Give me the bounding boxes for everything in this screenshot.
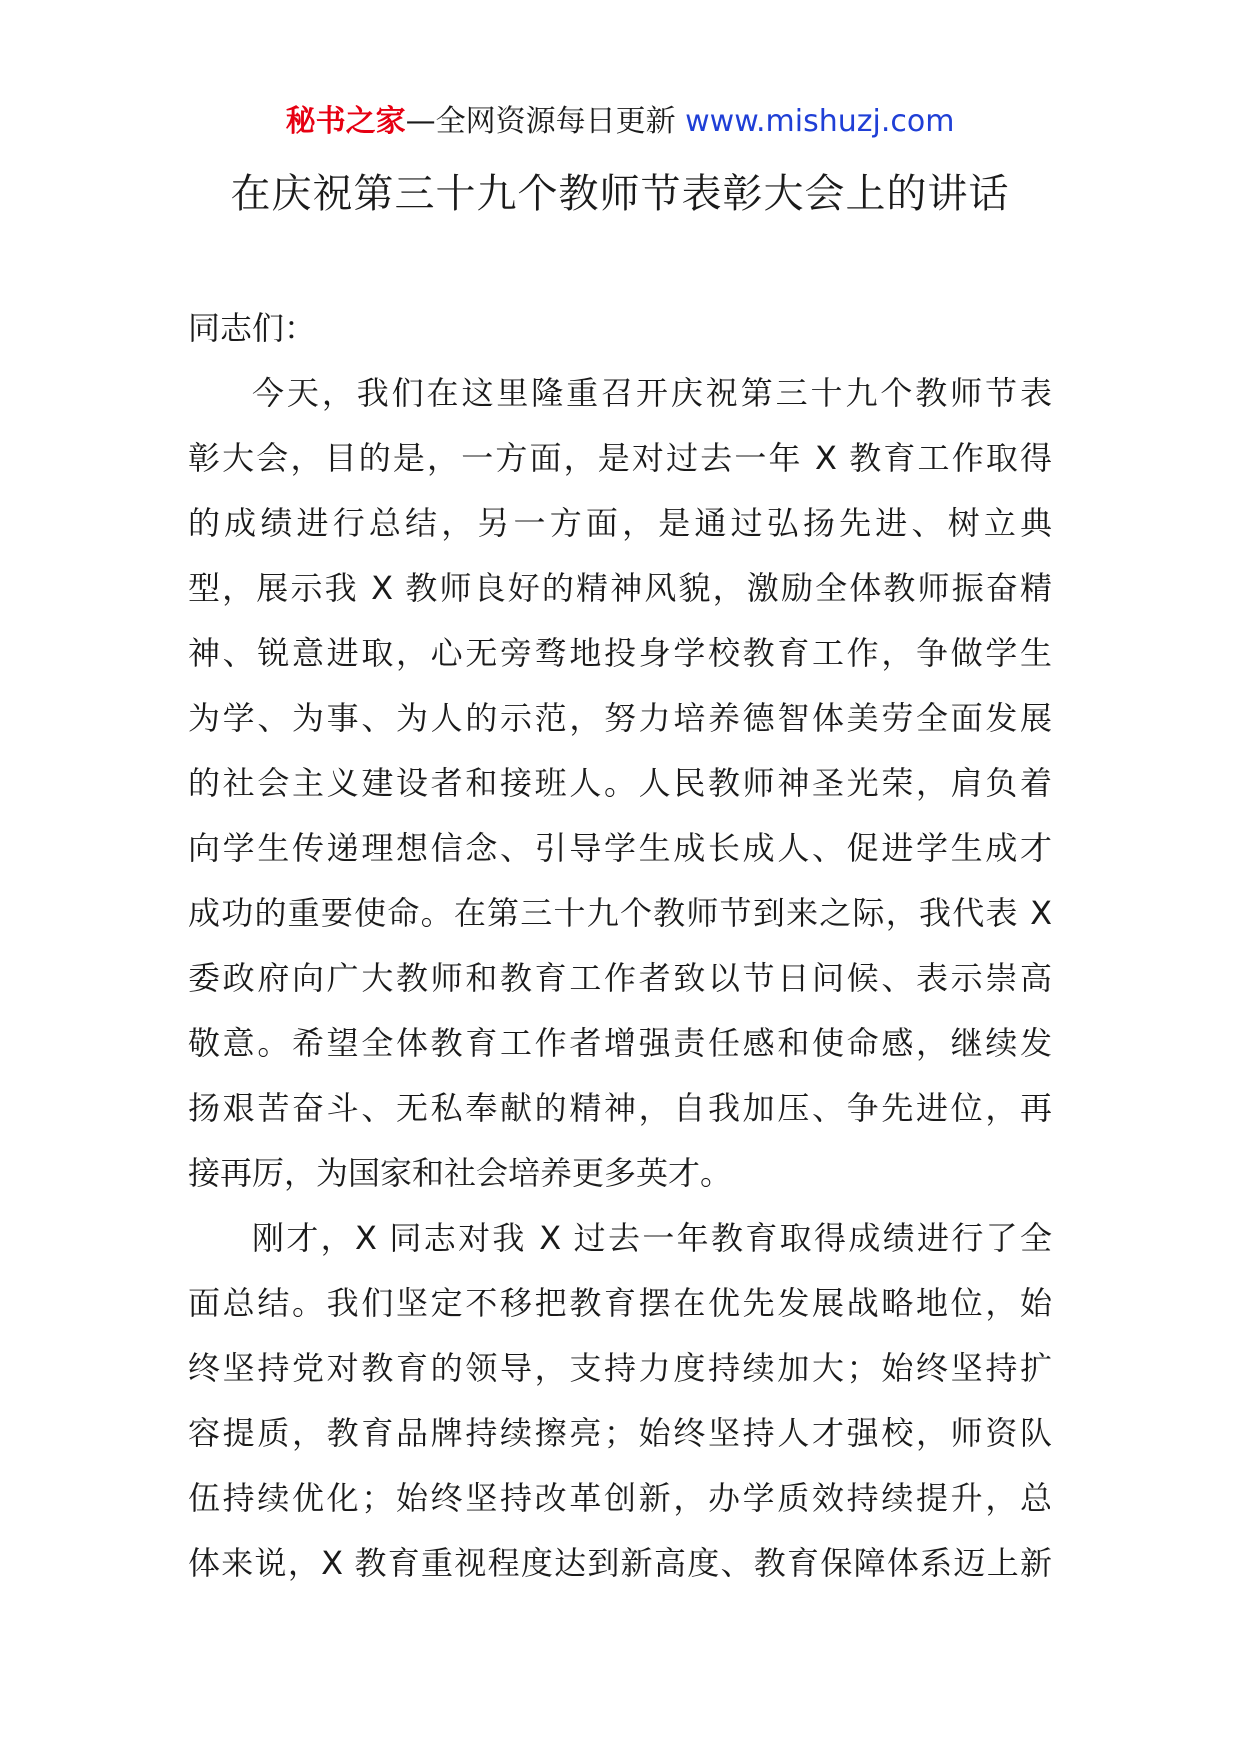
text-line: 刚才，X 同志对我 X 过去一年教育取得成绩进行了全 <box>252 1219 1052 1257</box>
text-line: 容提质，教育品牌持续擦亮；始终坚持人才强校，师资队 <box>188 1414 1052 1452</box>
text-line: 扬艰苦奋斗、无私奉献的精神，自我加压、争先进位，再 <box>188 1089 1052 1127</box>
document-title: 在庆祝第三十九个教师节表彰大会上的讲话 <box>230 171 1010 217</box>
text-line: 彰大会，目的是，一方面，是对过去一年 X 教育工作取得 <box>188 439 1052 477</box>
text-line: 敬意。希望全体教育工作者增强责任感和使命感，继续发 <box>188 1024 1052 1062</box>
site-tagline: —全网资源每日更新 <box>405 104 686 139</box>
text-line: 今天，我们在这里隆重召开庆祝第三十九个教师节表 <box>252 374 1052 412</box>
site-brand: 秘书之家 <box>285 104 406 139</box>
text-line: 为学、为事、为人的示范，努力培养德智体美劳全面发展 <box>188 699 1052 737</box>
text-line: 成功的重要使命。在第三十九个教师节到来之际，我代表 X <box>188 894 1052 932</box>
text-line: 委政府向广大教师和教育工作者致以节日问候、表示崇高 <box>188 959 1052 997</box>
document-body <box>188 296 1052 1596</box>
text-line: 型，展示我 X 教师良好的精神风貌，激励全体教师振奋精 <box>188 569 1052 607</box>
greeting: 同志们： <box>188 309 317 347</box>
paragraph-1 <box>188 361 1052 1206</box>
site-header <box>0 102 1240 142</box>
text-line: 的社会主义建设者和接班人。人民教师神圣光荣，肩负着 <box>188 764 1052 802</box>
text-line: 体来说，X 教育重视程度达到新高度、教育保障体系迈上新 <box>188 1544 1052 1582</box>
text-line: 接再厉，为国家和社会培养更多英才。 <box>188 1154 733 1192</box>
text-line: 的成绩进行总结，另一方面，是通过弘扬先进、树立典 <box>188 504 1052 542</box>
text-line: 面总结。我们坚定不移把教育摆在优先发展战略地位，始 <box>188 1284 1052 1322</box>
text-line: 终坚持党对教育的领导，支持力度持续加大；始终坚持扩 <box>188 1349 1052 1387</box>
text-line: 神、锐意进取，心无旁骛地投身学校教育工作，争做学生 <box>188 634 1052 672</box>
text-line: 伍持续优化；始终坚持改革创新，办学质效持续提升，总 <box>188 1479 1052 1517</box>
text-line: 向学生传递理想信念、引导学生成长成人、促进学生成才 <box>188 829 1052 867</box>
paragraph-2 <box>188 1206 1052 1596</box>
site-url-link[interactable]: www.mishuzj.com <box>685 104 955 139</box>
